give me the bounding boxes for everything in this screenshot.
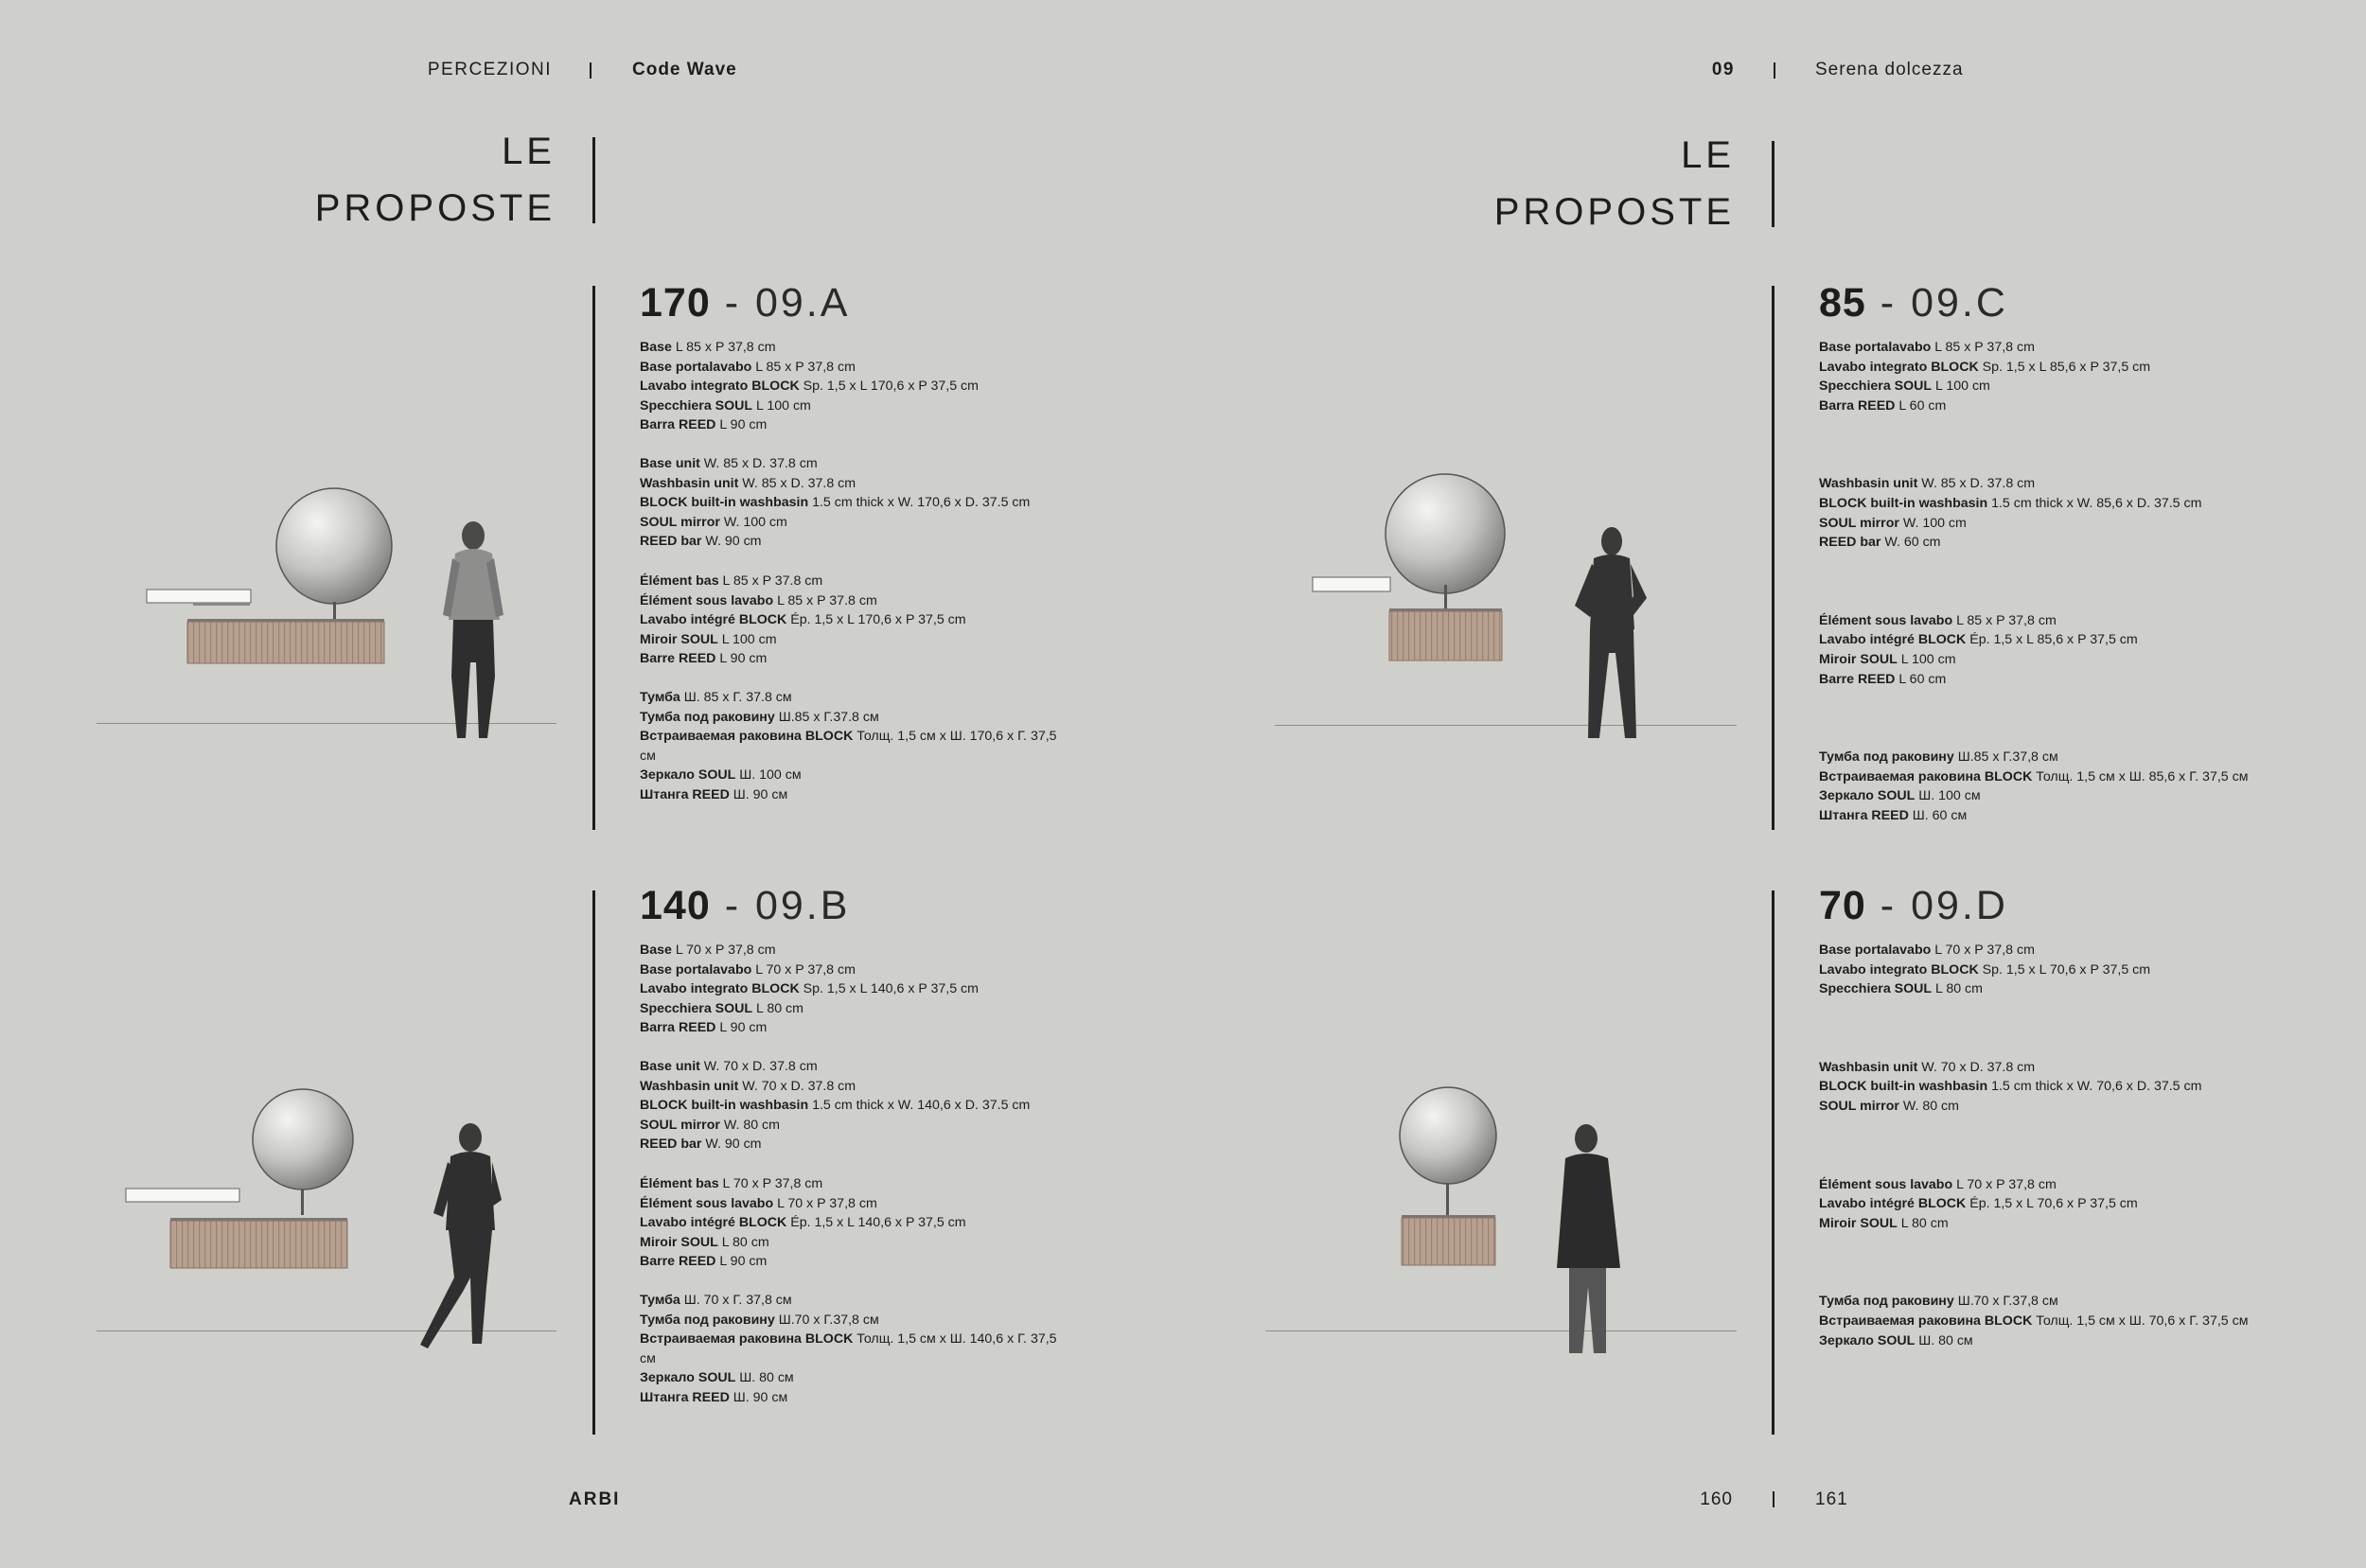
spec-item-name: Miroir SOUL: [1819, 651, 1898, 667]
spec-item-dimensions: Толщ. 1,5 см х Ш. 85,6 х Г. 37,5 см: [2032, 768, 2249, 784]
shelf-icon: [1313, 577, 1390, 591]
spec-item-name: BLOCK built-in washbasin: [1819, 495, 1988, 511]
spec-item-name: Specchiera SOUL: [640, 397, 753, 414]
model-size: 85: [1819, 280, 1866, 326]
spec-item-dimensions: Ép. 1,5 x L 140,6 x P 37,5 cm: [786, 1215, 966, 1231]
base-cabinet-icon: [170, 1221, 347, 1268]
spec-item-name: Тумба под раковину: [640, 709, 775, 725]
spec-item-dimensions: L 70 x P 37,8 cm: [773, 1195, 877, 1211]
spec-item-name: Base portalavabo: [1819, 340, 1932, 355]
spec-item-dimensions: Ш. 60 см: [1908, 807, 1968, 823]
spec-item-name: Élément bas: [640, 1175, 719, 1191]
model-title: 70 - 09.D: [1819, 883, 2008, 928]
spec-item-name: Зеркало SOUL: [1819, 788, 1916, 804]
spec-item-dimensions: L 85 x P 37,8 cm: [1931, 340, 2035, 355]
spec-item-name: Штанга REED: [640, 1389, 730, 1405]
faucet-icon: [1444, 585, 1447, 609]
spec-item-dimensions: Sp. 1,5 x L 140,6 x P 37,5 cm: [799, 981, 979, 997]
spec-item-name: Lavabo intégré BLOCK: [1819, 632, 1967, 648]
spec-item-dimensions: L 70 x P 37,8 cm: [718, 1175, 823, 1191]
model-title: 85 - 09.C: [1819, 280, 2008, 326]
spec-item-dimensions: Sp. 1,5 x L 70,6 x P 37,5 cm: [1978, 961, 2151, 978]
page-title-line1: LE: [1681, 134, 1735, 176]
spec-item-name: Specchiera SOUL: [1819, 981, 1933, 997]
spec-item-name: Barra REED: [1819, 397, 1896, 414]
base-cabinet-icon: [1389, 611, 1502, 661]
spec-item-dimensions: W. 85 x D. 37.8 cm: [699, 455, 818, 471]
spec-item-dimensions: Ш.85 х Г.37.8 см: [774, 709, 879, 725]
model-code: 09.A: [754, 280, 851, 326]
spec-item-dimensions: Ép. 1,5 x L 170,6 x P 37,5 cm: [786, 612, 966, 628]
spec-item-name: SOUL mirror: [640, 514, 720, 530]
spec-item-dimensions: L 70 x P 37,8 cm: [751, 961, 856, 978]
person-figure-icon: [1575, 527, 1647, 738]
spec-item-dimensions: L 100 cm: [752, 397, 811, 414]
spec-item-dimensions: W. 70 x D. 37.8 cm: [738, 1078, 856, 1094]
spec-item-dimensions: L 80 cm: [1932, 981, 1983, 997]
spec-item-dimensions: L 100 cm: [1932, 379, 1990, 395]
base-cabinet-icon: [1402, 1218, 1495, 1265]
spec-item-dimensions: W. 80 cm: [719, 1117, 780, 1133]
footer-divider: [1773, 1491, 1774, 1507]
spec-item-dimensions: Ш.85 х Г.37,8 см: [1953, 749, 2058, 766]
faucet-icon: [301, 1189, 304, 1215]
spec-item-name: SOUL mirror: [1819, 515, 1899, 531]
spec-item-dimensions: W. 70 x D. 37.8 cm: [1917, 1059, 2036, 1075]
spec-item-name: Зеркало SOUL: [640, 767, 736, 784]
spec-item-dimensions: L 100 cm: [717, 631, 777, 647]
page-title-line2: PROPOSTE: [314, 187, 556, 229]
person-figure-icon: [420, 1123, 502, 1348]
header-collection: Code Wave: [632, 60, 737, 79]
spec-item-dimensions: W. 90 cm: [701, 1136, 762, 1153]
page-title-line1: LE: [502, 131, 556, 172]
spec-item-name: Зеркало SOUL: [1819, 1332, 1916, 1348]
spec-item-name: Base: [640, 340, 672, 355]
spec-item-name: REED bar: [1819, 535, 1881, 551]
model-title: 170 - 09.A: [640, 280, 851, 326]
model-code: 09.C: [1911, 280, 2008, 326]
spec-item-name: Élément sous lavabo: [640, 592, 774, 608]
spec-item-dimensions: L 85 x P 37,8 cm: [671, 340, 776, 355]
model-size: 170: [640, 280, 711, 326]
spec-item-dimensions: Ш. 90 см: [729, 786, 788, 802]
spec-item-name: Barre REED: [640, 651, 716, 667]
spec-item-name: Élément sous lavabo: [640, 1195, 774, 1211]
composition-b: [126, 1089, 502, 1348]
spec-item-name: Зеркало SOUL: [640, 1370, 736, 1386]
spec-item-dimensions: L 70 x P 37,8 cm: [1931, 943, 2035, 958]
round-mirror-icon: [253, 1089, 353, 1189]
spec-item-name: Élément sous lavabo: [1819, 612, 1953, 628]
spec-item-dimensions: Ép. 1,5 x L 85,6 x P 37,5 cm: [1966, 632, 2138, 648]
spec-item-dimensions: W. 70 x D. 37.8 cm: [699, 1058, 818, 1074]
spec-item-name: Washbasin unit: [640, 475, 739, 491]
spec-item-name: Тумба под раковину: [1819, 749, 1954, 766]
spec-item-dimensions: 1.5 cm thick x W. 85,6 x D. 37.5 cm: [1987, 495, 2202, 511]
spec-item-name: Тумба: [640, 1292, 680, 1308]
spec-item-dimensions: L 80 cm: [752, 1000, 803, 1016]
spec-item-name: Lavabo intégré BLOCK: [640, 1215, 787, 1231]
spec-item-dimensions: Ш.70 х Г.37,8 см: [774, 1312, 879, 1328]
spec-item-dimensions: L 60 cm: [1895, 397, 1947, 414]
faucet-icon: [333, 602, 336, 621]
spec-item-dimensions: W. 100 cm: [1898, 515, 1967, 531]
composition-a: [147, 488, 503, 738]
shelf-icon: [126, 1189, 239, 1202]
spec-item-dimensions: Толщ. 1,5 см х Ш. 170,6 х Г. 37,5 см: [640, 729, 1057, 764]
footer-brand: ARBI: [569, 1489, 621, 1509]
spec-item-name: Base portalavabo: [640, 961, 752, 978]
spec-item-dimensions: Sp. 1,5 x L 85,6 x P 37,5 cm: [1978, 359, 2151, 375]
spec-item-name: Specchiera SOUL: [640, 1000, 753, 1016]
spec-item-name: Lavabo intégré BLOCK: [1819, 1196, 1967, 1212]
spec-item-name: Base: [640, 943, 672, 958]
spec-item-name: Miroir SOUL: [640, 1234, 718, 1250]
spec-item-name: SOUL mirror: [640, 1117, 720, 1133]
spec-item-dimensions: 1.5 cm thick x W. 70,6 x D. 37.5 cm: [1987, 1079, 2202, 1095]
shelf-icon: [193, 603, 250, 606]
spec-item-name: Тумба под раковину: [1819, 1294, 1954, 1310]
spec-item-name: Тумба под раковину: [640, 1312, 775, 1328]
spec-item-dimensions: L 90 cm: [715, 1254, 768, 1270]
shelf-icon: [147, 590, 251, 603]
spec-item-dimensions: L 85 x P 37,8 cm: [1952, 612, 2057, 628]
header-section: PERCEZIONI: [427, 60, 552, 79]
spec-item-name: Washbasin unit: [1819, 1059, 1918, 1075]
spec-item-dimensions: L 80 cm: [1897, 1215, 1949, 1231]
spec-item-name: Barra REED: [640, 1020, 716, 1036]
spec-item-dimensions: L 70 x P 37,8 cm: [671, 943, 776, 958]
spec-item-name: Specchiera SOUL: [1819, 379, 1933, 395]
spec-item-dimensions: Ш. 70 х Г. 37,8 см: [680, 1292, 792, 1308]
round-mirror-icon: [1400, 1087, 1496, 1184]
base-cabinet-icon: [187, 622, 384, 663]
spec-item-dimensions: W. 85 x D. 37.8 cm: [1917, 476, 2036, 492]
model-size: 70: [1819, 883, 1866, 928]
spec-item-name: Lavabo integrato BLOCK: [1819, 961, 1979, 978]
spec-item-dimensions: L 85 x P 37.8 cm: [718, 573, 823, 589]
spec-item-dimensions: L 90 cm: [715, 651, 768, 667]
spec-item-dimensions: W. 90 cm: [701, 534, 762, 550]
spec-item-name: Штанга REED: [640, 786, 730, 802]
spec-item-name: REED bar: [640, 1136, 702, 1153]
spec-item-dimensions: L 100 cm: [1897, 651, 1956, 667]
model-size: 140: [640, 883, 711, 928]
spec-item-name: SOUL mirror: [1819, 1098, 1899, 1114]
spec-item-name: Base unit: [640, 455, 700, 471]
spec-item-name: BLOCK built-in washbasin: [640, 1098, 809, 1114]
spec-item-name: Lavabo integrato BLOCK: [1819, 359, 1979, 375]
page-number-left: 160: [1700, 1489, 1733, 1509]
spec-item-name: Тумба: [640, 689, 680, 705]
spec-item-dimensions: Толщ. 1,5 см х Ш. 70,6 х Г. 37,5 см: [2032, 1313, 2249, 1329]
spec-item-name: Base unit: [640, 1058, 700, 1074]
spec-item-name: Lavabo intégré BLOCK: [640, 612, 787, 628]
spec-item-dimensions: Ш. 80 см: [735, 1370, 794, 1386]
spec-item-dimensions: L 85 x P 37.8 cm: [773, 592, 877, 608]
spec-item-dimensions: L 90 cm: [715, 1020, 768, 1036]
person-figure-icon: [1557, 1124, 1620, 1353]
spec-item-dimensions: 1.5 cm thick x W. 140,6 x D. 37.5 cm: [808, 1098, 1031, 1114]
spec-item-dimensions: W. 60 cm: [1880, 535, 1941, 551]
spec-item-dimensions: Sp. 1,5 x L 170,6 x P 37,5 cm: [799, 379, 979, 395]
spec-item-dimensions: L 85 x P 37,8 cm: [751, 359, 856, 375]
spec-item-name: Barra REED: [640, 417, 716, 433]
header-chapter-title: Serena dolcezza: [1815, 60, 1964, 79]
round-mirror-icon: [1386, 474, 1505, 593]
composition-c: [1313, 474, 1647, 738]
spec-item-name: BLOCK built-in washbasin: [1819, 1079, 1988, 1095]
spec-item-dimensions: L 70 x P 37,8 cm: [1952, 1176, 2057, 1192]
spec-item-name: Base portalavabo: [640, 359, 752, 375]
spec-item-name: Встраиваемая раковина BLOCK: [640, 729, 854, 745]
header-chapter-number: 09: [1711, 60, 1735, 79]
spec-item-dimensions: Ép. 1,5 x L 70,6 x P 37,5 cm: [1966, 1196, 2138, 1212]
spec-item-name: Встраиваемая раковина BLOCK: [1819, 768, 2033, 784]
spec-item-dimensions: Ш. 100 см: [1915, 788, 1981, 804]
composition-d: [1400, 1087, 1620, 1353]
spec-item-dimensions: W. 100 cm: [719, 514, 787, 530]
spec-item-dimensions: Ш. 80 см: [1915, 1332, 1973, 1348]
round-mirror-icon: [276, 488, 392, 604]
spec-item-dimensions: W. 85 x D. 37.8 cm: [738, 475, 856, 491]
spec-item-name: Miroir SOUL: [1819, 1215, 1898, 1231]
spec-item-dimensions: L 90 cm: [715, 417, 768, 433]
page-title-line2: PROPOSTE: [1493, 191, 1735, 233]
spec-item-dimensions: Толщ. 1,5 см х Ш. 140,6 х Г. 37,5 см: [640, 1331, 1057, 1366]
spec-item-name: Base portalavabo: [1819, 943, 1932, 958]
page-number-right: 161: [1815, 1489, 1848, 1509]
spec-item-name: Встраиваемая раковина BLOCK: [1819, 1313, 2033, 1329]
spec-item-dimensions: Ш. 100 см: [735, 767, 802, 784]
person-figure-icon: [443, 521, 503, 738]
spec-item-name: Lavabo integrato BLOCK: [640, 981, 800, 997]
spec-item-name: Lavabo integrato BLOCK: [640, 379, 800, 395]
spec-item-dimensions: Ш.70 х Г.37,8 см: [1953, 1294, 2058, 1310]
model-title: 140 - 09.B: [640, 883, 851, 928]
spec-item-name: Штанга REED: [1819, 807, 1909, 823]
spec-item-dimensions: Ш. 90 см: [729, 1389, 788, 1405]
spec-item-name: Washbasin unit: [640, 1078, 739, 1094]
spec-item-dimensions: W. 80 cm: [1898, 1098, 1959, 1114]
model-code: 09.D: [1911, 883, 2008, 928]
model-code: 09.B: [754, 883, 851, 928]
spec-item-name: Barre REED: [640, 1254, 716, 1270]
spec-item-name: Встраиваемая раковина BLOCK: [640, 1331, 854, 1348]
spec-item-name: Élément bas: [640, 573, 719, 589]
spec-item-dimensions: L 60 cm: [1895, 671, 1947, 687]
spec-item-dimensions: Ш. 85 х Г. 37.8 см: [680, 689, 792, 705]
faucet-icon: [1446, 1183, 1449, 1217]
spec-item-dimensions: 1.5 cm thick x W. 170,6 x D. 37.5 cm: [808, 495, 1031, 511]
spec-item-name: Élément sous lavabo: [1819, 1176, 1953, 1192]
spec-item-name: REED bar: [640, 534, 702, 550]
spec-item-name: BLOCK built-in washbasin: [640, 495, 809, 511]
spec-item-name: Miroir SOUL: [640, 631, 718, 647]
spec-item-dimensions: L 80 cm: [717, 1234, 769, 1250]
spec-item-name: Washbasin unit: [1819, 476, 1918, 492]
spec-item-name: Barre REED: [1819, 671, 1896, 687]
